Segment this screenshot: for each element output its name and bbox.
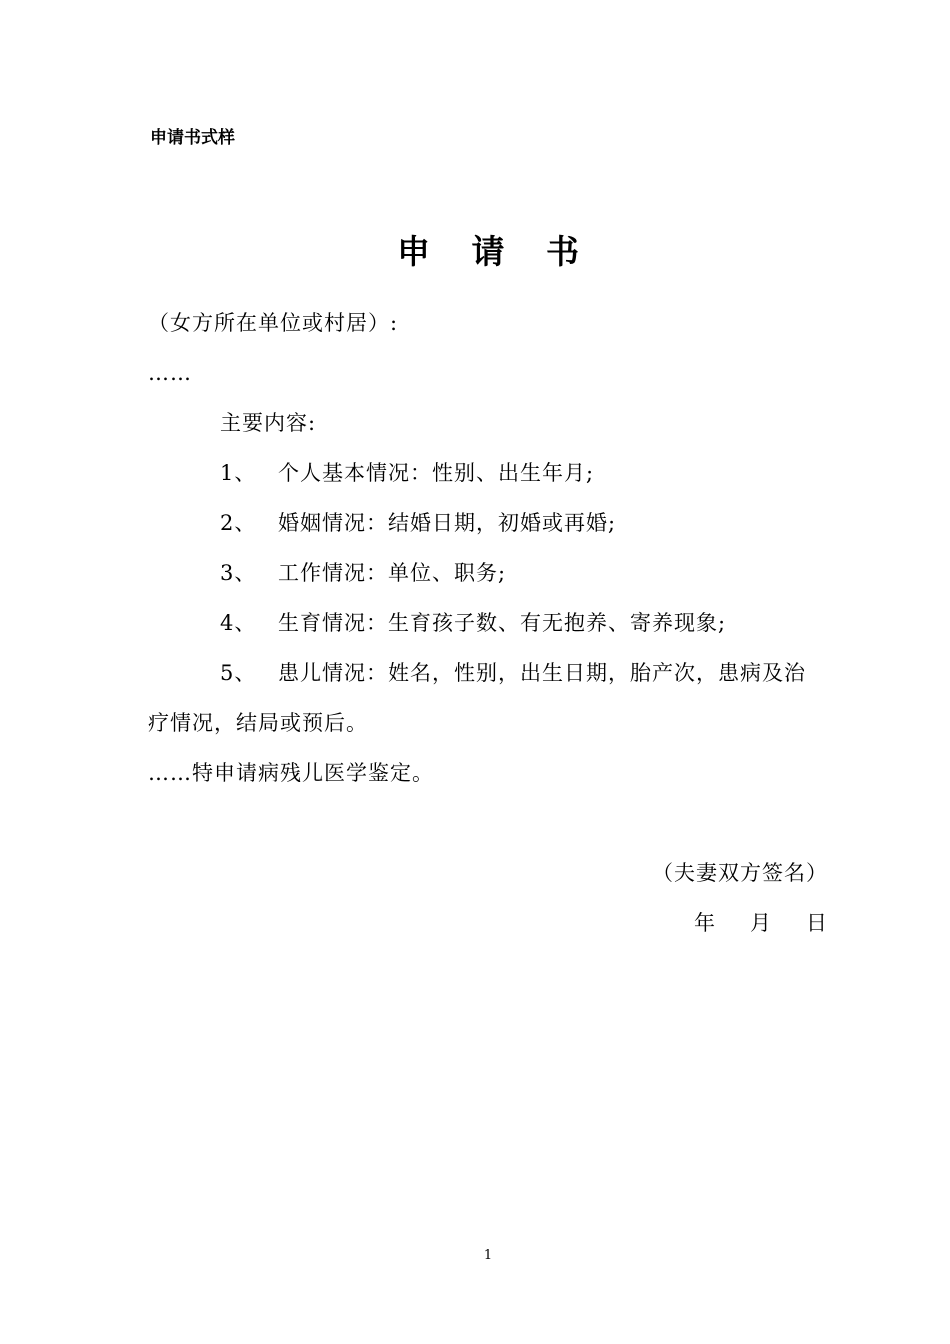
list-item-text: 婚姻情况：结婚日期，初婚或再婚; xyxy=(278,511,617,535)
list-item-number: 4、 xyxy=(220,611,257,635)
list-item xyxy=(148,598,828,648)
list-item xyxy=(148,448,828,498)
document-body xyxy=(148,298,828,948)
content-heading: 主要内容: xyxy=(220,411,317,435)
date-day: 日 xyxy=(806,911,828,935)
list-item xyxy=(148,648,828,698)
list-item-text: 生育情况：生育孩子数、有无抱养、寄养现象; xyxy=(278,611,727,635)
document-title: 申 请 书 xyxy=(397,232,579,271)
page-number: 1 xyxy=(483,1248,493,1263)
date-line xyxy=(148,898,828,948)
list-item-number: 5、 xyxy=(220,661,257,685)
list-item-number: 3、 xyxy=(220,561,257,585)
list-item-continuation: 疗情况，结局或预后。 xyxy=(148,711,368,735)
date-month: 月 xyxy=(750,911,772,935)
date-year: 年 xyxy=(694,911,716,935)
list-item-number: 1、 xyxy=(220,461,257,485)
list-item-text: 个人基本情况：性别、出生年月; xyxy=(278,461,595,485)
opening-ellipsis: …… xyxy=(148,361,192,385)
list-item-text: 患儿情况：姓名，性别，出生日期，胎产次，患病及治 xyxy=(278,661,806,685)
header-label: 申请书式样 xyxy=(150,128,235,148)
list-item-number: 2、 xyxy=(220,511,257,535)
signature-line: （夫妻双方签名） xyxy=(652,861,828,885)
list-item xyxy=(148,548,828,598)
list-item-text: 工作情况：单位、职务; xyxy=(278,561,507,585)
blank-line xyxy=(148,798,828,848)
list-item xyxy=(148,498,828,548)
addressee-line: （女方所在单位或村居）: xyxy=(148,311,399,335)
closing-line: ……特申请病残儿医学鉴定。 xyxy=(148,761,434,785)
